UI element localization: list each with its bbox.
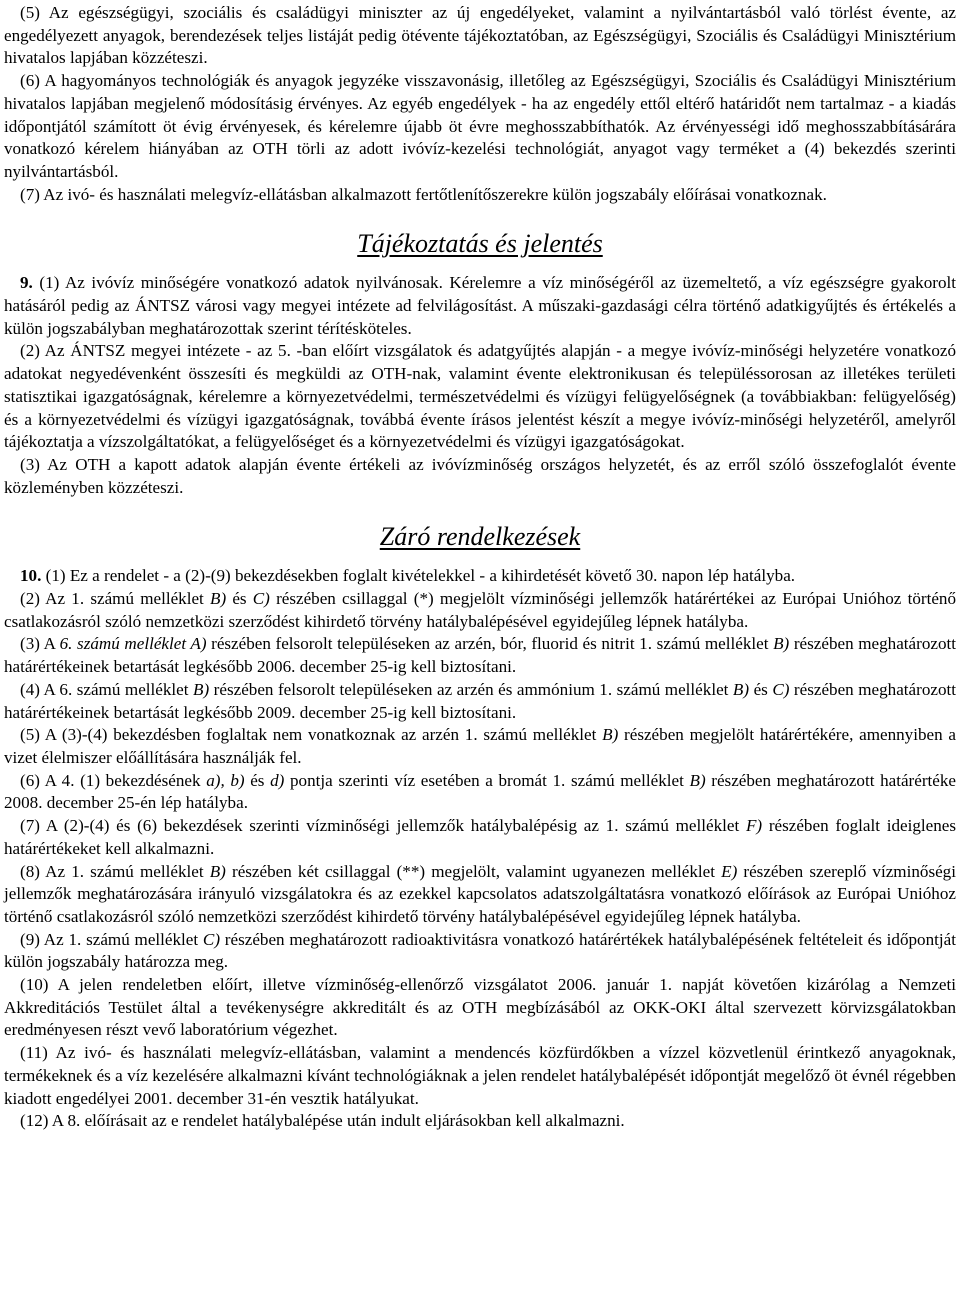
section-10-paragraph-10: (10) A jelen rendeletben előírt, illetve vízminőség-ellenőrző vizsgálatot 2006. január 1. napját követően kizárólag a Nemzeti Akkreditációs Testület által a tevékenységre akkreditált és az OTH megbízásából az OKK-OKI által szervezett körvizsgálatokban eredményesen részt vevő laboratórium végezhet. <box>4 975 956 1040</box>
spacer <box>4 258 956 272</box>
paragraph-6: (6) A hagyományos technológiák és anyagok jegyzéke visszavonásig, illetőleg az Egészségügyi, Szociális és Családügyi Minisztérium hivatalos lapjában megjelenő módosításig érvényes. Az egyéb engedélyek - ha az engedély ettől eltérő határidőt nem tartalmaz - a kiadás időpontjától számított öt évig érvényesek, és kérelemre újabb öt évre meghosszabbíthatók. Az érvényességi idő meghosszabbításárára vonatkozó kérelem hiányában az OTH törli az adott ivóvíz-kezelési technológiát, anyagot vagy terméket a (4) bekezdés szerinti nyilvántartásból. <box>4 71 956 181</box>
section-title-final-provisions: Záró rendelkezések <box>379 522 581 552</box>
section-9-paragraph-1: 9. (1) Az ivóvíz minőségére vonatkozó adatok nyilvánosak. Kérelemre a víz minőségéről az üzemeltető, a víz egészségre gyakorolt hatásáról pedig az ÁNTSZ városi vagy megyei intézete ad felvilágosítást. A műszaki-gazdasági célra történő adatkigyűjtés és értékelés a külön jogszabályban meghatározottak szerint térítésköteles. <box>4 273 956 338</box>
section-10-paragraph-8: (8) Az 1. számú melléklet B) részében két csillaggal (**) megjelölt, valamint ugyanezen melléklet E) részében szereplő vízminőségi jellemzők meghatározására irányuló vizsgálatokra és az ezekkel kapcsolatos adatszolgáltatásra vonatkozó előírások az Európai Unióhoz történő csatlakozásról szóló nemzetközi szerződést kihirdető törvény hatálybalépésével egyidejűleg lépnek hatályba. <box>4 861 956 926</box>
section-10-paragraph-2: (2) Az 1. számú melléklet B) és C) részében csillaggal (*) megjelölt vízminőségi jellemzők határértékei az Európai Unióhoz történő csatlakozásról szóló nemzetközi szerződést kihirdető törvény hatálybalépésével egyidejűleg lépnek hatályba. <box>4 589 956 631</box>
section-10-paragraph-12: (12) A 8. előírásait az e rendelet hatálybalépése után indult eljárásokban kell alkalmazni. <box>20 1111 625 1131</box>
section-10-paragraph-4: (4) A 6. számú melléklet B) részében felsorolt településeken az arzén és ammónium 1. számú melléklet B) és C) részében meghatározott határértékeinek betartását legkésőbb 2009. december 25-ig kell biztosítani. <box>4 679 956 722</box>
section-10-paragraph-11: (11) Az ivó- és használati melegvíz-ellátásban, valamint a mendencés közfürdőkben a vízzel közvetlenül érintkező anyagoknak, termékeknek és a víz kezelésére alkalmazni kívánt technológiáknak a jelen rendelet hatálybalépését időpontját megelőző öt évnél régebben kiadott engedélyei 2001. december 31-én vesztik hatályukat. <box>4 1043 956 1108</box>
section-10-paragraph-1: 10. (1) Ez a rendelet - a (2)-(9) bekezdésekben foglalt kivételekkel - a kihirdetését követő 30. napon lép hatályba. <box>20 566 796 586</box>
spacer <box>4 551 956 565</box>
section-9-paragraph-2: (2) Az ÁNTSZ megyei intézete - az 5. -ban előírt vizsgálatok és adatgyűjtés alapján - a megye ivóvíz-minőségi helyzetére vonatkozó adatokat negyedévenként összesíti és megküldi az OTH-nak, valamint évente elektronikusan és településsorosan az illetékes területi statisztikai igazgatóságnak, kérelemre a környezetvédelmi, természetvédelmi és vízügyi felügyelőségnek (a továbbiakban: felügyelőség) és a környezetvédelmi és vízügyi igazgatóságnak, továbbá évente írásos jelentést készít a megye ivóvíz-minőségi helyzetéről, amelyről tájékoztatja a vízszolgáltatókat, a felügyelőséget és a környezetvédelmi és vízügyi igazgatóságokat. <box>4 341 956 452</box>
spacer <box>4 206 956 230</box>
spacer <box>4 499 956 523</box>
section-title-reporting: Tájékoztatás és jelentés <box>357 229 603 259</box>
section-10-paragraph-6: (6) A 4. (1) bekezdésének a), b) és d) pontja szerinti víz esetében a bromát 1. számú melléklet B) részében meghatározott határértéke 2008. december 25-én lép hatályba. <box>4 770 956 813</box>
paragraph-5: (5) Az egészségügyi, szociális és családügyi miniszter az új engedélyeket, valamint a nyilvántartásból való törlést évente, az engedélyezett anyagok, berendezések teljes listáját pedig ötévente tájékoztatóban, az Egészségügyi, Szociális és Családügyi Minisztérium hivatalos lapjában közzéteszi. <box>4 3 956 68</box>
section-9-paragraph-3: (3) Az OTH a kapott adatok alapján évente értékeli az ivóvízminőség országos helyzetét, és az erről szóló összefoglalót évente közleményben közzéteszi. <box>4 454 956 497</box>
section-number: 10. <box>20 566 42 586</box>
section-10-paragraph-9: (9) Az 1. számú melléklet C) részében meghatározott radioaktivitásra vonatkozó határértékek hatálybalépésének feltételeit és időpontját külön jogszabály határozza meg. <box>4 929 956 972</box>
section-10-paragraph-5: (5) A (3)-(4) bekezdésben foglaltak nem vonatkoznak az arzén 1. számú melléklet B) részében megjelölt határértékére, amennyiben a vizet élelmiszer előállítására használják fel. <box>4 725 957 767</box>
section-10-paragraph-7: (7) A (2)-(4) és (6) bekezdések szerinti vízminőségi jellemzők hatálybalépésig az 1. számú melléklet F) részében foglalt ideiglenes határértékeket kell alkalmazni. <box>4 816 956 858</box>
section-10-paragraph-3: (3) A 6. számú melléklet A) részében felsorolt településeken az arzén, bór, fluorid és nitrit 1. számú melléklet B) részében meghatározott határértékeinek betartását legkésőbb 2006. december 25-ig kell biztosítani. <box>4 634 957 677</box>
section-number: 9. <box>20 273 33 293</box>
paragraph-7: (7) Az ivó- és használati melegvíz-ellátásban alkalmazott fertőtlenítőszerekre külön jogszabály előírásai vonatkoznak. <box>20 184 827 204</box>
